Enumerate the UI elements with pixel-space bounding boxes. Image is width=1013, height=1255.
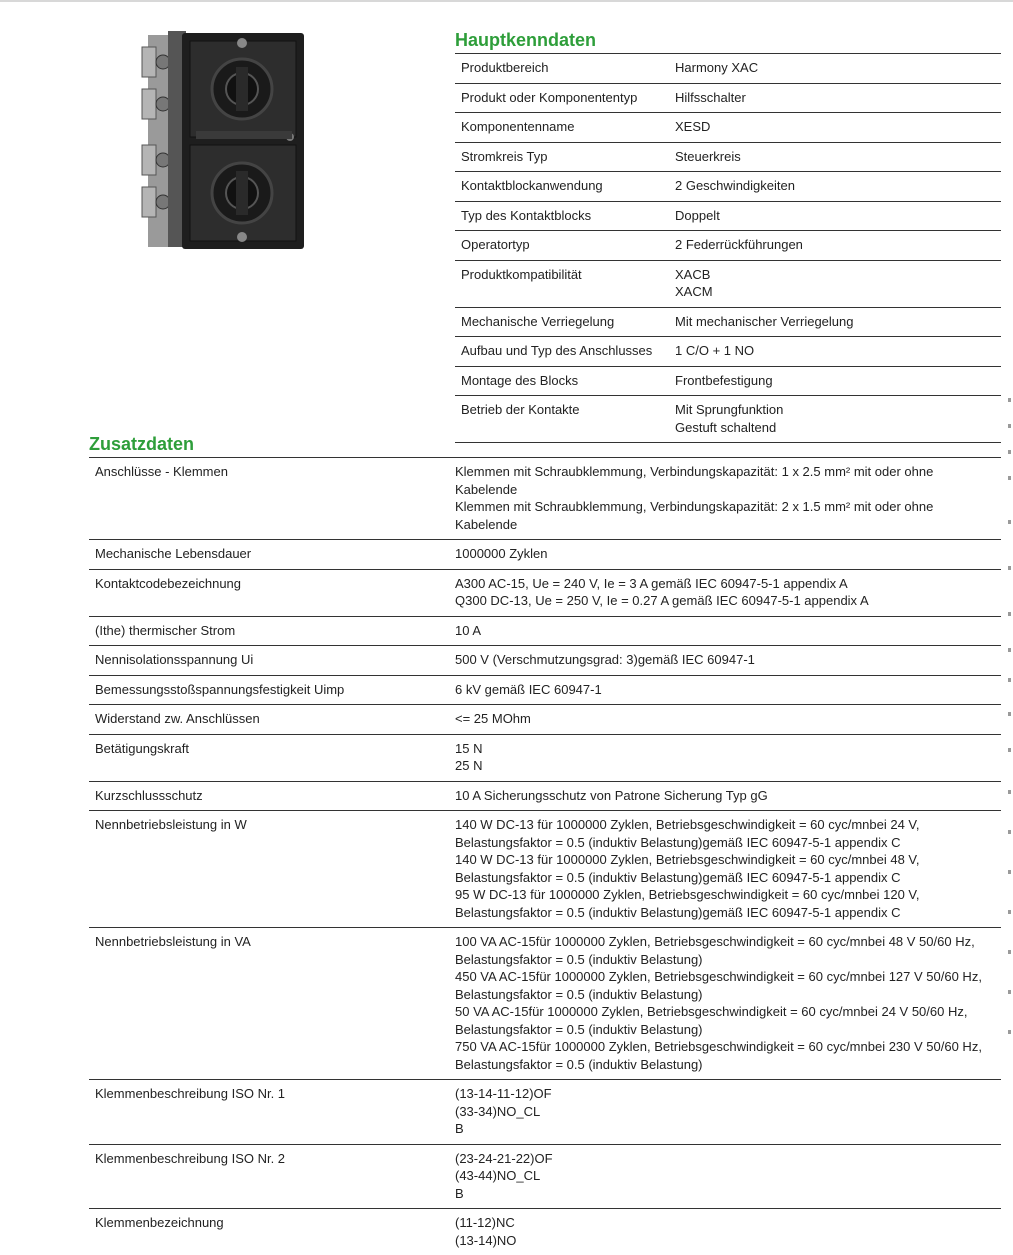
spec-value-line: 1 C/O + 1 NO	[675, 342, 995, 360]
spec-label: Aufbau und Typ des Anschlusses	[455, 337, 669, 367]
spec-label: Typ des Kontaktblocks	[455, 201, 669, 231]
table-row	[455, 307, 1001, 337]
spec-value	[669, 142, 1001, 172]
table-row	[89, 705, 1001, 735]
spec-value-line: 25 N	[455, 757, 995, 775]
spec-value-line: (33-34)NO_CL	[455, 1103, 995, 1121]
spec-value-line: Mit Sprungfunktion	[675, 401, 995, 419]
spec-value-line: 95 W DC-13 für 1000000 Zyklen, Betriebsgeschwindigkeit = 60 cyc/mnbei 120 V, Belastungsfaktor = 0.5 (induktiv Belastung)gemäß IEC 60947-5-1 appendix C	[455, 886, 995, 921]
spec-value-line: Gestuft schaltend	[675, 419, 995, 437]
spec-label: Produkt oder Komponententyp	[455, 83, 669, 113]
spec-value	[669, 54, 1001, 84]
spec-value-line: 50 VA AC-15für 1000000 Zyklen, Betriebsgeschwindigkeit = 60 cyc/mnbei 24 V 50/60 Hz, Belastungsfaktor = 0.5 (induktiv Belastung)	[455, 1003, 995, 1038]
spec-label: Nennbetriebsleistung in VA	[89, 928, 449, 1080]
main-specs-table	[455, 53, 1001, 443]
spec-value-line: 140 W DC-13 für 1000000 Zyklen, Betriebsgeschwindigkeit = 60 cyc/mnbei 24 V, Belastungsfaktor = 0.5 (induktiv Belastung)gemäß IEC 60947-5-1 appendix C	[455, 816, 995, 851]
spec-value-line: 6 kV gemäß IEC 60947-1	[455, 681, 995, 699]
spec-value	[449, 705, 1001, 735]
table-row	[455, 231, 1001, 261]
spec-value	[449, 1144, 1001, 1209]
table-row	[89, 1144, 1001, 1209]
spec-value-line: (23-24-21-22)OF	[455, 1150, 995, 1168]
product-photo	[138, 27, 310, 253]
spec-label: Kontaktblockanwendung	[455, 172, 669, 202]
spec-value-line: Steuerkreis	[675, 148, 995, 166]
spec-value	[449, 734, 1001, 781]
spec-label: Betrieb der Kontakte	[455, 396, 669, 443]
table-row	[89, 734, 1001, 781]
main-section-title: Hauptkenndaten	[455, 30, 596, 51]
spec-value	[669, 172, 1001, 202]
spec-value-line: Doppelt	[675, 207, 995, 225]
spec-value-line: Q300 DC-13, Ue = 250 V, Ie = 0.27 A gemäß IEC 60947-5-1 appendix A	[455, 592, 995, 610]
spec-value	[449, 1080, 1001, 1145]
table-row	[89, 646, 1001, 676]
spec-label: Stromkreis Typ	[455, 142, 669, 172]
spec-label: Produktkompatibilität	[455, 260, 669, 307]
spec-value	[449, 646, 1001, 676]
spec-label: Kurzschlussschutz	[89, 781, 449, 811]
spec-value-line: XESD	[675, 118, 995, 136]
spec-value	[449, 458, 1001, 540]
spec-value-line: (13-14-11-12)OF	[455, 1085, 995, 1103]
spec-value-line: (13-14)NO	[455, 1232, 995, 1250]
spec-label: Kontaktcodebezeichnung	[89, 569, 449, 616]
spec-label: Widerstand zw. Anschlüssen	[89, 705, 449, 735]
spec-value-line: 1000000 Zyklen	[455, 545, 995, 563]
spec-value	[449, 675, 1001, 705]
spec-value	[669, 83, 1001, 113]
spec-value-line: 10 A	[455, 622, 995, 640]
table-row	[455, 54, 1001, 84]
spec-label: Betätigungskraft	[89, 734, 449, 781]
spec-value	[669, 260, 1001, 307]
spec-value-line: (11-12)NC	[455, 1214, 995, 1232]
spec-label: Montage des Blocks	[455, 366, 669, 396]
table-row	[89, 928, 1001, 1080]
spec-value-line: 2 Federrückführungen	[675, 236, 995, 254]
table-row	[89, 781, 1001, 811]
spec-value	[449, 811, 1001, 928]
spec-value	[669, 231, 1001, 261]
spec-value-line: 500 V (Verschmutzungsgrad: 3)gemäß IEC 60947-1	[455, 651, 995, 669]
spec-value-line: Frontbefestigung	[675, 372, 995, 390]
spec-value	[669, 201, 1001, 231]
table-row	[89, 540, 1001, 570]
spec-label: Klemmenbeschreibung ISO Nr. 2	[89, 1144, 449, 1209]
spec-value-line: Mit mechanischer Verriegelung	[675, 313, 995, 331]
spec-label: Mechanische Lebensdauer	[89, 540, 449, 570]
spec-value-line: 450 VA AC-15für 1000000 Zyklen, Betriebsgeschwindigkeit = 60 cyc/mnbei 127 V 50/60 Hz, Belastungsfaktor = 0.5 (induktiv Belastung)	[455, 968, 995, 1003]
spec-label: (Ithe) thermischer Strom	[89, 616, 449, 646]
spec-label: Anschlüsse - Klemmen	[89, 458, 449, 540]
spec-label: Klemmenbezeichnung	[89, 1209, 449, 1255]
spec-value-line: (43-44)NO_CL	[455, 1167, 995, 1185]
table-row	[455, 337, 1001, 367]
spec-value-line: Klemmen mit Schraubklemmung, Verbindungskapazität: 2 x 1.5 mm² mit oder ohne Kabelende	[455, 498, 995, 533]
table-row	[89, 811, 1001, 928]
spec-value	[449, 569, 1001, 616]
spec-value	[669, 366, 1001, 396]
spec-value-line: B	[455, 1120, 995, 1138]
table-row	[455, 172, 1001, 202]
spec-label: Nennisolationsspannung Ui	[89, 646, 449, 676]
spec-label: Klemmenbeschreibung ISO Nr. 1	[89, 1080, 449, 1145]
table-row	[455, 260, 1001, 307]
spec-value	[449, 1209, 1001, 1255]
spec-value	[449, 616, 1001, 646]
spec-label: Produktbereich	[455, 54, 669, 84]
spec-value-line: XACM	[675, 283, 995, 301]
table-row	[455, 113, 1001, 143]
table-row	[89, 616, 1001, 646]
spec-value-line: 2 Geschwindigkeiten	[675, 177, 995, 195]
scrollbar-track[interactable]	[1003, 0, 1013, 1200]
spec-value	[669, 113, 1001, 143]
spec-value-line: 140 W DC-13 für 1000000 Zyklen, Betriebsgeschwindigkeit = 60 cyc/mnbei 48 V, Belastungsfaktor = 0.5 (induktiv Belastung)gemäß IEC 60947-5-1 appendix C	[455, 851, 995, 886]
spec-label: Operatortyp	[455, 231, 669, 261]
spec-value	[669, 307, 1001, 337]
table-row	[455, 396, 1001, 443]
table-row	[89, 675, 1001, 705]
table-row	[89, 1080, 1001, 1145]
spec-value-line: 750 VA AC-15für 1000000 Zyklen, Betriebsgeschwindigkeit = 60 cyc/mnbei 230 V 50/60 Hz, Belastungsfaktor = 0.5 (induktiv Belastung)	[455, 1038, 995, 1073]
spec-value-line: 100 VA AC-15für 1000000 Zyklen, Betriebsgeschwindigkeit = 60 cyc/mnbei 48 V 50/60 Hz, Belastungsfaktor = 0.5 (induktiv Belastung)	[455, 933, 995, 968]
spec-value	[449, 928, 1001, 1080]
top-border	[0, 0, 1013, 2]
table-row	[89, 1209, 1001, 1255]
spec-value-line: <= 25 MOhm	[455, 710, 995, 728]
additional-specs-table	[89, 457, 1001, 1255]
spec-value-line: Harmony XAC	[675, 59, 995, 77]
spec-label: Komponentenname	[455, 113, 669, 143]
spec-value-line: Hilfsschalter	[675, 89, 995, 107]
spec-value	[449, 540, 1001, 570]
spec-label: Mechanische Verriegelung	[455, 307, 669, 337]
table-row	[455, 201, 1001, 231]
table-row	[455, 83, 1001, 113]
spec-value	[669, 396, 1001, 443]
spec-value-line: Klemmen mit Schraubklemmung, Verbindungskapazität: 1 x 2.5 mm² mit oder ohne Kabelende	[455, 463, 995, 498]
table-row	[455, 142, 1001, 172]
table-row	[89, 569, 1001, 616]
spec-label: Nennbetriebsleistung in W	[89, 811, 449, 928]
spec-value	[669, 337, 1001, 367]
spec-value-line: B	[455, 1185, 995, 1203]
table-row	[455, 366, 1001, 396]
spec-value	[449, 781, 1001, 811]
spec-value-line: A300 AC-15, Ue = 240 V, Ie = 3 A gemäß IEC 60947-5-1 appendix A	[455, 575, 995, 593]
spec-value-line: 10 A Sicherungsschutz von Patrone Sicherung Typ gG	[455, 787, 995, 805]
spec-label: Bemessungsstoßspannungsfestigkeit Uimp	[89, 675, 449, 705]
additional-section-title: Zusatzdaten	[89, 434, 194, 455]
spec-value-line: XACB	[675, 266, 995, 284]
table-row	[89, 458, 1001, 540]
spec-value-line: 15 N	[455, 740, 995, 758]
